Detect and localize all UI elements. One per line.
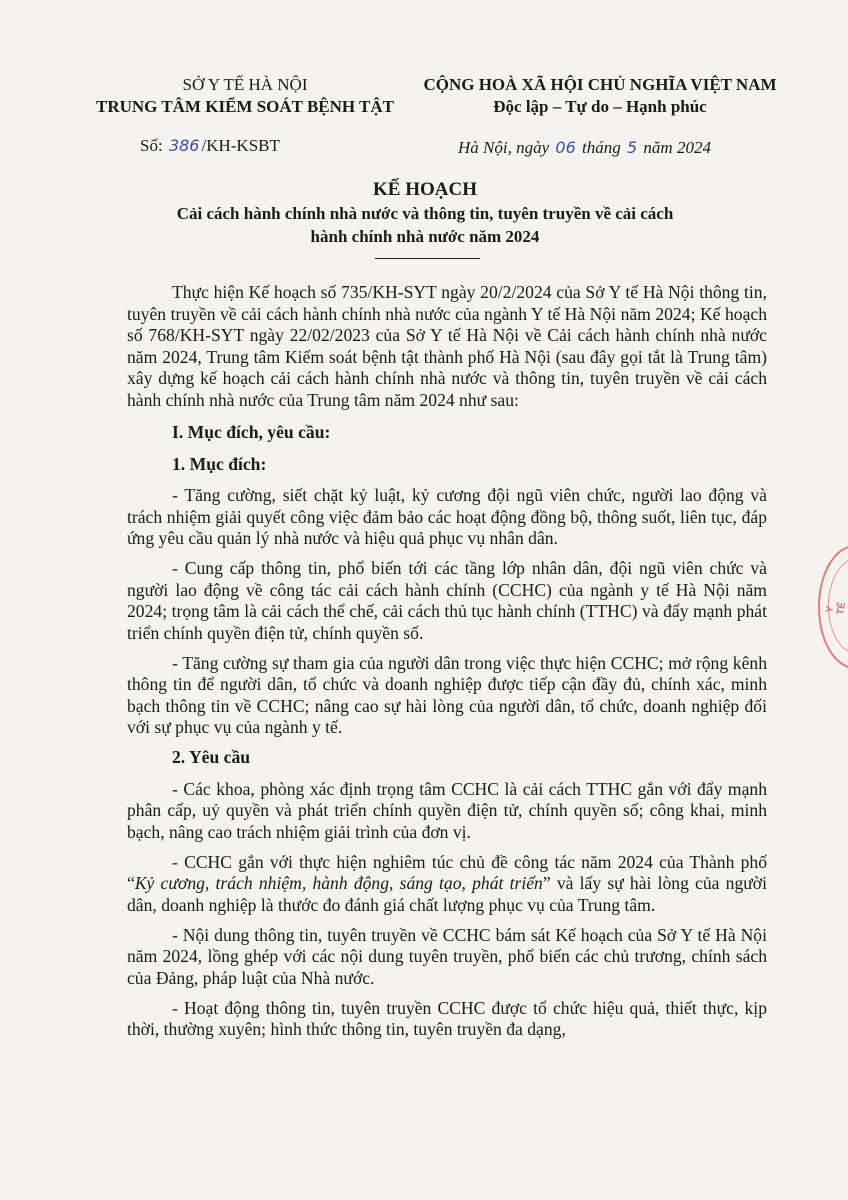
title-line-2: hành chính nhà nước năm 2024: [310, 227, 540, 246]
requirement-paragraph-3: - Nội dung thông tin, tuyên truyền về CCHC bám sát Kế hoạch của Sở Y tế Hà Nội năm 2024, lồng ghép với các nội dung tuyên truyền, phổ biến các chủ trương, chính sách của Đảng, pháp luật của Nhà nước.: [127, 924, 767, 988]
red-seal-text: Y TẾ: [824, 601, 848, 616]
number-suffix: /KH-KSBT: [201, 136, 280, 155]
date-month-label: tháng: [582, 138, 621, 157]
title-main: KẾ HOẠCH: [373, 179, 477, 200]
document-title: [100, 178, 750, 248]
purpose-paragraph-2: - Cung cấp thông tin, phổ biến tới các tầng lớp nhân dân, đội ngũ viên chức và người lao động về công tác cải cách hành chính (CCHC) của ngành y tế Hà Nội năm 2024; trọng tâm là cải cách thể chế, cải cách thủ tục hành chính (TTHC) và đẩy mạnh phát triển chính quyền điện tử, chính quyền số.: [127, 558, 767, 643]
subsection-heading-requirements: 2. Yêu cầu: [172, 747, 251, 767]
issue-date: [458, 138, 711, 158]
requirement-paragraph-1: - Các khoa, phòng xác định trọng tâm CCHC là cải cách TTHC gắn với đẩy mạnh phân cấp, uỷ quyền và phát triển chính quyền điện tử, chính quyền số; công khai, minh bạch, nâng cao trách nhiệm giải trình của đơn vị.: [127, 778, 767, 842]
title-line-1: Cải cách hành chính nhà nước và thông tin, tuyên truyền về cải cách: [176, 204, 674, 223]
handwritten-month: 5: [626, 138, 638, 157]
number-prefix: Số:: [140, 136, 163, 155]
section-heading: I. Mục đích, yêu cầu:: [172, 422, 331, 442]
requirement-paragraph-4: - Hoạt động thông tin, tuyên truyền CCHC được tổ chức hiệu quả, thiết thực, kịp thời, thường xuyên; hình thức thông tin, tuyên truyền đa dạng,: [127, 997, 767, 1039]
intro-paragraph: Thực hiện Kế hoạch số 735/KH-SYT ngày 20/2/2024 của Sở Y tế Hà Nội thông tin, tuyên truyền về cải cách hành chính nhà nước của ngành Y tế Hà Nội năm 2024; Kế hoạch số 768/KH-SYT ngày 22/02/2023 của Sở Y tế Hà Nội về Cải cách hành chính nhà nước năm 2024, Trung tâm Kiểm soát bệnh tật thành phố Hà Nội (sau đây gọi tắt là Trung tâm) xây dựng kế hoạch cải cách hành chính nhà nước và thông tin, tuyên truyền về cải cách hành chính nhà nước của Trung tâm năm 2024 như sau:: [127, 282, 767, 410]
purpose-paragraph-3: - Tăng cường sự tham gia của người dân trong việc thực hiện CCHC; mở rộng kênh thông tin để người dân, tổ chức và doanh nghiệp được tiếp cận đầy đủ, chính xác, minh bạch thông tin về CCHC; nâng cao sự hài lòng của người dân, tổ chức, doanh nghiệp đối với sự phục vụ của ngành y tế.: [127, 652, 767, 737]
handwritten-day: 06: [555, 138, 576, 157]
requirement-2-tail: ” và lấy sự hài lòng của người dân, doanh nghiệp là thước đo đánh giá chất lượng phục vụ của Trung tâm.: [127, 873, 767, 915]
organization-name: TRUNG TÂM KIỂM SOÁT BỆNH TẬT: [95, 97, 395, 116]
national-motto: Độc lập – Tự do – Hạnh phúc: [493, 97, 707, 116]
city-theme-quote: Kỷ cương, trách nhiệm, hành động, sáng tạo, phát triển: [134, 873, 543, 893]
national-heading: [410, 74, 790, 118]
requirement-2-lead: - CCHC gắn với thực hiện nghiêm túc chủ đề công tác năm 2024 của Thành phố “: [127, 851, 767, 893]
issuing-organization: [80, 74, 410, 118]
subsection-heading-purpose: 1. Mục đích:: [172, 453, 267, 474]
document-body: [127, 282, 767, 1049]
title-divider: [375, 258, 480, 259]
date-year: năm 2024: [643, 138, 711, 157]
purpose-paragraph-1: - Tăng cường, siết chặt kỷ luật, kỷ cương đội ngũ viên chức, người lao động và trách nhiệm giải quyết công việc đảm bảo các hoạt động đồng bộ, thông suốt, liên tục, đáp ứng yêu cầu quản lý nhà nước và hiệu quả phục vụ nhân dân.: [127, 485, 767, 548]
document-number: [140, 136, 280, 156]
handwritten-number: 386: [168, 136, 200, 155]
requirement-paragraph-2: [127, 852, 767, 917]
parent-organization: SỞ Y TẾ HÀ NỘI: [182, 75, 308, 94]
date-place: Hà Nội, ngày: [458, 138, 550, 157]
country-name: CỘNG HOÀ XÃ HỘI CHỦ NGHĨA VIỆT NAM: [423, 75, 777, 94]
